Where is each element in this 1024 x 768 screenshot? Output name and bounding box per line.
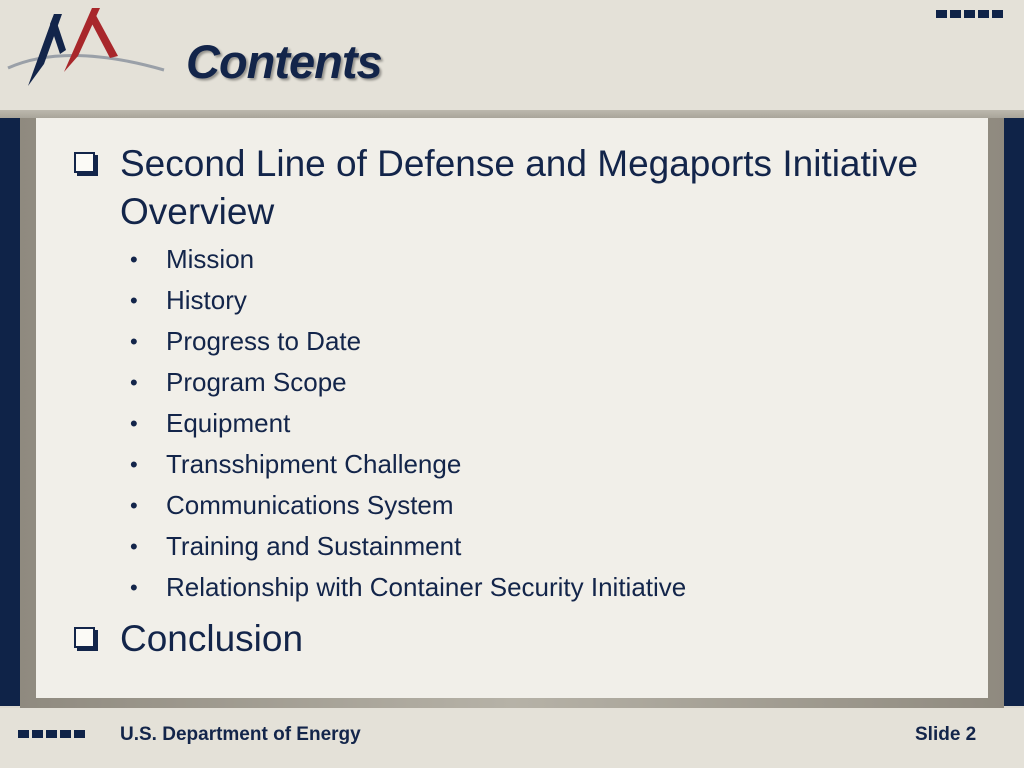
- bullet-dot-icon: •: [130, 452, 138, 477]
- subitem: [72, 239, 972, 280]
- outline-item: [72, 140, 972, 236]
- subitem-text: Communications System: [166, 490, 454, 520]
- decorative-squares-top: [936, 10, 1003, 18]
- subitem-text: Progress to Date: [166, 326, 362, 356]
- subitem-text: History: [166, 285, 247, 315]
- left-navy-stripe: [0, 118, 20, 706]
- outline-list: [72, 140, 972, 663]
- subitem: [72, 526, 972, 567]
- decorative-squares-bottom: [18, 730, 85, 738]
- bullet-dot-icon: •: [130, 288, 138, 313]
- footer-organization: U.S. Department of Energy: [120, 724, 361, 745]
- bullet-dot-icon: •: [130, 411, 138, 436]
- subitem: [72, 444, 972, 485]
- subitem-list: [72, 239, 972, 608]
- bullet-dot-icon: •: [130, 493, 138, 518]
- slide-title: Contents: [186, 35, 382, 88]
- subitem-text: Transshipment Challenge: [166, 449, 462, 479]
- subitem: [72, 362, 972, 403]
- subitem-text: Program Scope: [166, 367, 347, 397]
- subitem-text: Mission: [166, 244, 255, 274]
- subitem-text: Training and Sustainment: [166, 531, 462, 561]
- outline-item-text: Second Line of Defense and Megaports Initiative Overview: [120, 143, 919, 232]
- header-divider: [0, 110, 1024, 118]
- subitem: [72, 280, 972, 321]
- outline-item-text: Conclusion: [120, 618, 304, 659]
- logo-icon: [6, 6, 166, 94]
- bullet-dot-icon: •: [130, 247, 138, 272]
- subitem: [72, 485, 972, 526]
- right-navy-stripe: [1004, 118, 1024, 706]
- bullet-dot-icon: •: [130, 575, 138, 600]
- subitem: [72, 567, 972, 608]
- subitem-text: Relationship with Container Security Initiative: [166, 572, 687, 602]
- slide-number: Slide 2: [915, 724, 977, 745]
- outline-item: [72, 615, 972, 663]
- checkbox-bullet-icon: [74, 152, 95, 173]
- bullet-dot-icon: •: [130, 534, 138, 559]
- bullet-dot-icon: •: [130, 370, 138, 395]
- subitem-text: Equipment: [166, 408, 291, 438]
- bullet-dot-icon: •: [130, 329, 138, 354]
- checkbox-bullet-icon: [74, 627, 95, 648]
- subitem: [72, 321, 972, 362]
- subitem: [72, 403, 972, 444]
